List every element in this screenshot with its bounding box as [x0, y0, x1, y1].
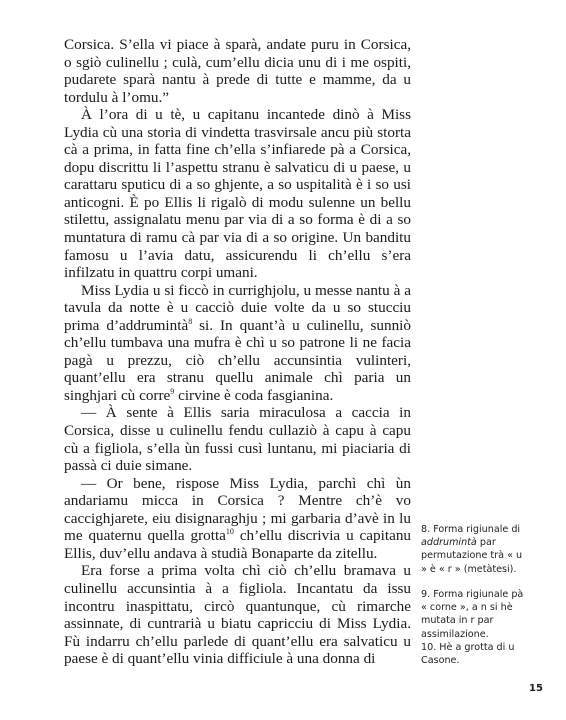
note-text: 9. Forma rigiunale pà « corne », a n si hè mutata in r par assimilazione.	[421, 589, 524, 640]
paragraph-text: — Or bene, rispose Miss Lydia, parchì chì ùn andariamu micca in Corsica ? Mentre ch’è vo caccighjarete, eiu disignaraghju ; mi garbaria d’avè in lu me quaternu quella grotta	[64, 474, 411, 545]
paragraph	[64, 475, 411, 563]
note-text: 10. Hè a grotta di u Casone.	[421, 642, 515, 667]
note-text: par permutazione trà « u » è « r » (metàtesi).	[421, 537, 523, 575]
paragraph-text: si. In quant’à u culinellu, sunniò ch’ellu tumbava una mufra è chì u so patrone li ne facia pagà u prezzu, ciò ch’ellu accunsintia vulinteri, quant’ellu era stranu quellu animale chì paria un singhjari cù corre	[64, 316, 411, 404]
paragraph-text: Miss Lydia u si ficcò in currighjolu, u messe nantu à a tavula da notte è u cacciò duie volte da u so stucciu prima d’addrumintà	[64, 281, 411, 334]
margin-note-8	[421, 523, 525, 576]
paragraph	[64, 282, 411, 405]
note-text	[421, 523, 525, 576]
footnote-ref-10[interactable]: 10	[225, 527, 234, 537]
paragraph: À l’ora di u tè, u capitanu incantede dinò à Miss Lydia cù una storia di vindetta trasvirsale ancu più storta cà a prima, in fatta fine ch’ella s’infiarede pà a Corsica, dopu discrittu li l’aspettu stranu è salvaticu di u paese, u carattaru sputicu di a so ghjente, a so uspitalità è i so usi anticogni. È po Ellis li rigalò di modu sulenne un bellu stilettu, assignalatu menu par via di a so forma è di a so muntatura di ramu cà par via di a so origine. Un banditu famosu u l’avia datu, assicurendu li ch’ellu s’era infilzatu in quattru corpi umani.	[64, 106, 411, 282]
paragraph: Era forse a prima volta chì ciò ch’ellu bramava u culinellu accunsintia à a figliola. Incantatu da issu incontru inaspittatu, circò quantunque, cù rimarche assinnate, di cuntrarià u biatu capricciu di Miss Lydia. Fù indarru ch’ellu parlede di quant’ellu era salvaticu u paese è di quant’ellu vinia difficiule à una donna di	[64, 562, 411, 668]
paragraph-text: ch’ellu discrivia u capitanu Ellis, duv’ellu andava à studià Bonaparte da zitellu.	[64, 527, 412, 562]
note-text: 8. Forma rigiunale di	[421, 524, 521, 535]
main-text-column	[64, 36, 411, 668]
footnote-ref-8[interactable]: 8	[188, 316, 193, 326]
paragraph-text: cirvine è coda fasgianina.	[174, 386, 334, 404]
footnote-ref-9[interactable]: 9	[170, 386, 175, 396]
margin-note-9	[421, 588, 525, 641]
paragraph: Corsica. S’ella vi piace à sparà, andate puru in Corsica, o sgiò culinellu ; culà, cum’ellu dicia unu di i me ospiti, pudarete sparà nantu à prede di tutte e mamme, da u tordulu à l’omu.”	[64, 36, 411, 106]
paragraph: — À sente à Ellis saria miraculosa a caccia in Corsica, disse u culinellu fendu cullaziò à capu à capu cù a figliola, s’ella ùn fussi cusì luntanu, mi piaciaria di passà ci duie simane.	[64, 404, 411, 475]
note-term: addrumintà	[421, 537, 477, 549]
page-number: 15	[529, 683, 543, 694]
margin-note-10	[421, 641, 525, 667]
